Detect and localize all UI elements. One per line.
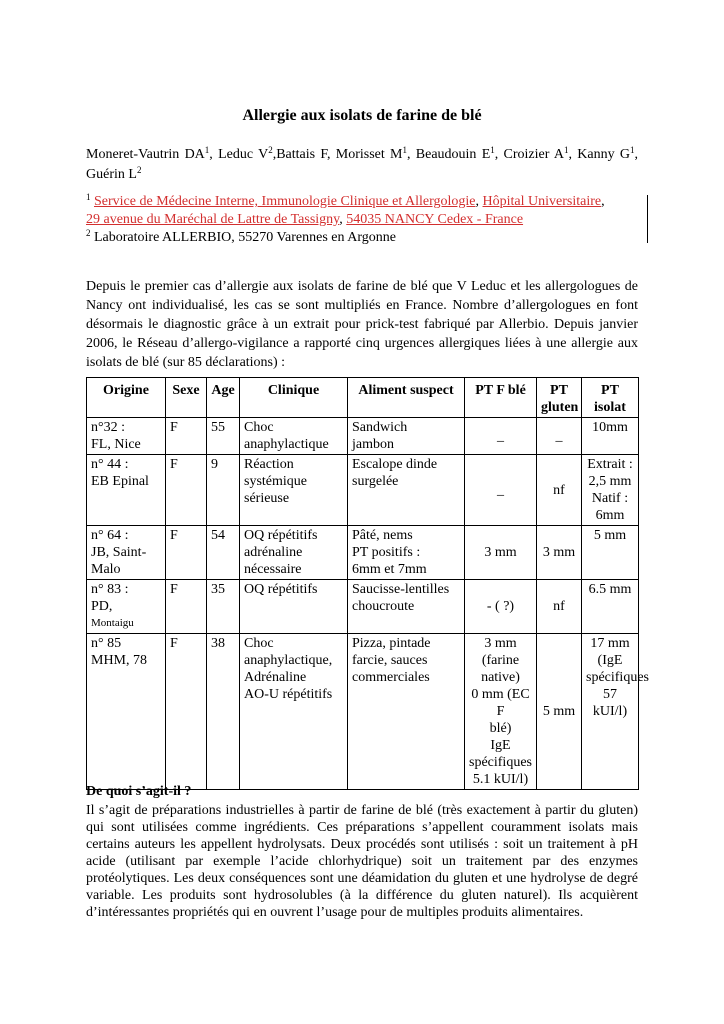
author-affiliation-mark: 1 (490, 145, 495, 155)
affiliation-number: 1 (86, 192, 91, 202)
section-body: Il s’agit de préparations industrielles à partir de farine de blé (très exactement à partir du gluten) qui sont utilisées comme ingrédients. Ces préparations s’appellent couramment isolats mais certains auteurs les appellent hydrolysats. Deux procédés sont utilisés : soit un traitement à pH acide (utilisant par exemple l’acide chlorhydrique) soit un traitement par des enzymes protéolytiques. Les deux conséquences sont une déamidation du gluten et une hydrolyse de degré variable. Les produits sont hydrosolubles (à la différence du gluten naturel). Ils acquièrent d’intéressantes propriétés qui en ouvrent l’usage pour de multiples produits alimentaires. (86, 803, 638, 920)
cell-text: 35 (211, 582, 225, 597)
author-affiliation-mark: 2 (268, 145, 273, 155)
table-cell-sexe (166, 418, 207, 455)
cell-text: n° 64 : JB, Saint- Malo (91, 528, 147, 577)
table-cell-pti (582, 418, 639, 455)
affiliation-link-address[interactable]: 29 avenue du Maréchal de Lattre de Tassigny (86, 212, 340, 227)
column-header: Origine (87, 378, 166, 418)
cell-text: nf (553, 599, 565, 614)
table-cell-clinique (240, 526, 348, 580)
table-cell-origine (87, 418, 166, 455)
table-cell-ptg (537, 526, 582, 580)
author-affiliation-mark: 1 (402, 145, 407, 155)
affiliation-link-city[interactable]: 54035 NANCY Cedex - France (346, 212, 524, 227)
column-header: Clinique (240, 378, 348, 418)
table-cell-aliment (348, 418, 465, 455)
cell-text: Réaction systémique sérieuse (244, 457, 307, 506)
cell-text: 3 mm (farine native) 0 mm (EC F blé) IgE spécifiques 5.1 kUI/l) (469, 636, 532, 787)
table-row (87, 526, 639, 580)
cell-text: F (170, 528, 178, 543)
cell-text: - ( ?) (486, 599, 515, 614)
author: , Guérin L (86, 147, 638, 182)
affiliation-link-hospital[interactable]: Hôpital Universitaire (482, 194, 602, 209)
table-cell-clinique (240, 455, 348, 526)
affiliation-separator: , (601, 194, 605, 209)
cell-text: _ (555, 428, 563, 444)
cell-text: Choc anaphylactique, Adrénaline AO-U répétitifs (244, 636, 333, 702)
cell-text: 3 mm (484, 545, 517, 560)
cell-text-small: Montaigu (91, 617, 134, 629)
author-list (86, 145, 638, 185)
cell-text: 55 (211, 420, 225, 435)
table-cell-ptf (465, 526, 537, 580)
cell-text: 10mm (592, 420, 628, 435)
cell-text: 38 (211, 636, 225, 651)
cell-text: _ (497, 482, 504, 498)
author: , Croizier A (494, 147, 564, 162)
table-cell-age (207, 455, 240, 526)
table-cell-ptg (537, 418, 582, 455)
cell-text: F (170, 582, 178, 597)
table-cell-pti (582, 455, 639, 526)
cell-text: n° 44 : EB Epinal (91, 457, 149, 489)
cell-text: 17 mm (IgE spécifiques 57 kUI/l) (586, 636, 649, 719)
table-cell-age (207, 418, 240, 455)
table-cell-ptf (465, 634, 537, 790)
affiliations (86, 193, 638, 247)
table-cell-ptg (537, 634, 582, 790)
cell-text: Escalope dinde surgelée (352, 457, 438, 489)
cell-text: 3 mm (542, 545, 576, 560)
cell-text: OQ répétitifs adrénaline nécessaire (244, 528, 318, 577)
table-cell-aliment (348, 455, 465, 526)
table-body (87, 418, 649, 790)
cell-text: Pizza, pintade farcie, sauces commerciales (352, 636, 431, 685)
cell-text: 6.5 mm (588, 582, 632, 597)
table-cell-age (207, 580, 240, 634)
cell-text: 54 (211, 528, 225, 543)
table-row (87, 418, 639, 455)
table-cell-aliment (348, 526, 465, 580)
table-cell-sexe (166, 455, 207, 526)
intro-paragraph: Depuis le premier cas d’allergie aux isolats de farine de blé que V Leduc et les allergologues de Nancy ont individualisé, les cas se sont multipliés en France. Nombre d’allergologues en font désormais le diagnostic grâce à un extrait pour prick-test fabriqué par Allerbio. Depuis janvier 2006, le Réseau d’allergo-vigilance a rapporté cinq urgences allergiques liées à une allergie aux isolats de blé (sur 85 déclarations) : (86, 279, 638, 370)
table-cell-pti (582, 526, 639, 580)
table-cell-origine (87, 580, 166, 634)
author: , Leduc V (209, 147, 269, 162)
cell-text: 5 mm (593, 528, 627, 543)
cell-text: 9 (211, 457, 218, 472)
column-header: PT gluten (537, 378, 582, 418)
table-cell-origine (87, 526, 166, 580)
cell-text: n°32 : FL, Nice (91, 420, 141, 452)
section-heading: De quoi s’agit-il ? (86, 784, 192, 799)
affiliation-lab: Laboratoire ALLERBIO, 55270 Varennes en Argonne (90, 230, 396, 245)
table-cell-age (207, 634, 240, 790)
author: ,Battais F, Morisset M (272, 147, 403, 162)
affiliation-separator: , (339, 212, 347, 227)
cell-text: Pâté, nems PT positifs : 6mm et 7mm (352, 528, 427, 577)
table-cell-clinique (240, 634, 348, 790)
table-cell-ptf (465, 580, 537, 634)
table-row (87, 634, 639, 790)
table-cell-ptf (465, 418, 537, 455)
column-header: Aliment suspect (348, 378, 465, 418)
author-affiliation-mark: 2 (136, 165, 142, 175)
table-cell-sexe (166, 634, 207, 790)
column-header: PT isolat (582, 378, 639, 418)
author: , Beaudouin E (407, 147, 491, 162)
table-cell-origine (87, 455, 166, 526)
table-cell-ptf (465, 455, 537, 526)
cell-text: _ (497, 428, 504, 444)
cell-text: F (170, 457, 178, 472)
table-cell-clinique (240, 418, 348, 455)
table-row (87, 580, 639, 634)
table-cell-pti (582, 634, 649, 790)
table-cell-ptg (537, 455, 582, 526)
author-affiliation-mark: 1 (564, 145, 569, 155)
cell-text: Extrait : 2,5 mm Natif : 6mm (587, 457, 633, 523)
cell-text: Sandwich jambon (352, 420, 408, 452)
cell-text: Saucisse-lentilles choucroute (352, 582, 450, 614)
table-cell-aliment (348, 580, 465, 634)
table-cell-sexe (166, 526, 207, 580)
cell-text: Choc anaphylactique (244, 420, 329, 452)
cases-table (86, 377, 649, 790)
cell-text: n° 85 MHM, 78 (91, 636, 148, 668)
table-cell-ptg (537, 580, 582, 634)
table-cell-clinique (240, 580, 348, 634)
cell-text: OQ répétitifs (244, 582, 318, 597)
column-header: PT F blé (465, 378, 537, 418)
column-header: Sexe (166, 378, 207, 418)
affiliation-separator: , (475, 194, 483, 209)
author: , Kanny G (568, 147, 630, 162)
document-title: Allergie aux isolats de farine de blé (242, 107, 482, 124)
affiliation-number: 2 (86, 228, 91, 238)
author-affiliation-mark: 1 (629, 145, 635, 155)
table-cell-sexe (166, 580, 207, 634)
table-cell-origine (87, 634, 166, 790)
author-affiliation-mark: 1 (204, 145, 210, 155)
author: Moneret-Vautrin DA (86, 147, 205, 162)
affiliation-link-service[interactable]: Service de Médecine Interne, Immunologie Clinique et Allergologie (94, 194, 476, 209)
table-cell-aliment (348, 634, 465, 790)
cell-text: F (170, 420, 178, 435)
table-cell-pti (582, 580, 639, 634)
table-row (87, 455, 639, 526)
cell-text: nf (553, 482, 565, 498)
cell-text: n° 83 : PD, (91, 582, 129, 614)
margin-change-bar (647, 195, 648, 243)
column-header: Age (207, 378, 240, 418)
cell-text: F (170, 636, 178, 651)
table-header-row (87, 378, 639, 418)
table-cell-age (207, 526, 240, 580)
cell-text: 5 mm (542, 704, 576, 719)
